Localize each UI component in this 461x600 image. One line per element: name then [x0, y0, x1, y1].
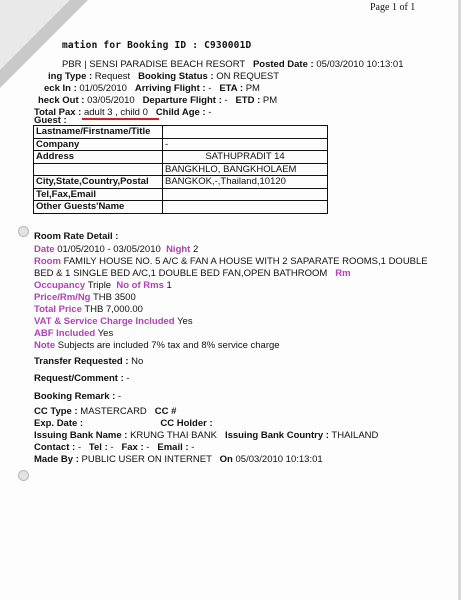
booking-status-value: ON REQUEST — [216, 71, 280, 82]
total-price-label: Total Price — [34, 304, 82, 315]
checkin-value: 01/05/2010 — [79, 83, 127, 94]
total-price-row — [34, 304, 143, 315]
remark-value: - — [117, 391, 122, 402]
row-label — [34, 163, 163, 176]
total-pax-label: Total Pax : — [34, 107, 82, 118]
room-row-1 — [34, 256, 428, 267]
row-label: Other Guests'Name — [34, 201, 163, 214]
arriving-flight-label: Arriving Flight : — [134, 83, 206, 94]
made-by-label: Made By : — [34, 454, 79, 465]
booking-type-line — [48, 71, 279, 82]
rm-label: Rm — [335, 268, 351, 279]
booking-status-label: Booking Status : — [138, 71, 214, 82]
vat-row — [34, 316, 193, 327]
room-label: Room — [34, 256, 61, 267]
guest-table — [33, 125, 328, 214]
cc-type-line — [34, 406, 176, 417]
table-row — [34, 126, 328, 139]
etd-label: ETD : — [235, 95, 261, 106]
transfer-line — [34, 356, 143, 367]
eta-value: PM — [245, 83, 260, 94]
issuing-country-value: THAILAND — [331, 430, 379, 441]
price-value: THB 3500 — [92, 292, 136, 303]
request-line — [34, 373, 130, 384]
document-title: mation for Booking ID : C930001D — [62, 40, 252, 51]
guest-label: Guest : — [34, 115, 67, 126]
row-value: SATHUPRADIT 14 — [163, 151, 328, 164]
issuing-country-label: Issuing Bank Country : — [224, 430, 329, 441]
cc-type-label: CC Type : — [34, 406, 78, 417]
table-row — [34, 188, 328, 201]
checkout-line — [38, 95, 277, 106]
occupancy-row — [34, 280, 172, 291]
made-by-value: PUBLIC USER ON INTERNET — [81, 454, 212, 465]
checkin-label: eck In : — [44, 83, 77, 94]
note-row — [34, 340, 280, 351]
booking-type-label: ing Type : — [48, 71, 93, 82]
total-price-value: THB 7,000.00 — [84, 304, 143, 315]
remark-line — [34, 391, 121, 402]
hotel-name: PBR | SENSI PARADISE BEACH RESORT — [62, 59, 246, 70]
row-label: Company — [34, 138, 163, 151]
contact-value: - — [77, 442, 81, 453]
row-value: - — [163, 138, 328, 151]
pax-underline-mark — [82, 118, 159, 120]
date-row — [34, 244, 198, 255]
abf-row — [34, 328, 113, 339]
note-value: Subjects are included 7% tax and 8% service charge — [57, 340, 280, 351]
checkout-value: 03/05/2010 — [87, 95, 135, 106]
cc-type-value: MASTERCARD — [80, 406, 147, 417]
row-label: Address — [34, 151, 163, 164]
room-rate-heading: Room Rate Detail : — [34, 231, 119, 242]
row-label: Tel,Fax,Email — [34, 188, 163, 201]
booking-type-value: Request — [94, 71, 131, 82]
posted-date-label: Posted Date : — [252, 59, 314, 70]
no-of-rms-label: No of Rms — [116, 280, 164, 291]
vat-value: Yes — [177, 316, 193, 327]
eta-label: ETA : — [219, 83, 244, 94]
email-value: - — [191, 442, 195, 453]
hotel-line — [62, 59, 403, 70]
email-label: Email : — [157, 442, 189, 453]
contact-label: Contact : — [34, 442, 76, 453]
arriving-flight-value: - — [208, 83, 212, 94]
made-on-value: 05/03/2010 10:13:01 — [235, 454, 323, 465]
night-value: 2 — [192, 244, 199, 255]
page-curl-highlight — [0, 0, 70, 70]
fax-label: Fax : — [121, 442, 144, 453]
abf-value: Yes — [97, 328, 114, 339]
total-pax-value: adult 3 , child 0 — [83, 107, 148, 118]
row-label: City,State,Country,Postal — [34, 176, 163, 189]
made-by-line — [34, 454, 323, 465]
table-row — [34, 163, 328, 176]
tel-label: Tel : — [88, 442, 108, 453]
table-row — [34, 151, 328, 164]
no-of-rms-value: 1 — [166, 280, 172, 291]
table-row — [34, 176, 328, 189]
transfer-label: Transfer Requested : — [34, 356, 129, 367]
issuing-bank-line — [34, 430, 378, 441]
issuing-bank-value: KRUNG THAI BANK — [130, 430, 218, 441]
abf-label: ABF Included — [34, 328, 96, 339]
room-value-line-1: FAMILY HOUSE NO. 5 A/C & FAN A HOUSE WITH 2 SAPARATE ROOMS,1 DOUBLE — [63, 256, 428, 267]
binder-hole — [18, 470, 29, 481]
room-row-2 — [34, 268, 351, 279]
date-label: Date — [34, 244, 55, 255]
departure-flight-label: Departure Flight : — [142, 95, 222, 106]
departure-flight-value: - — [224, 95, 228, 106]
row-label: Lastname/Firstname/Title — [34, 126, 163, 139]
page-number: Page 1 of 1 — [370, 2, 416, 13]
table-row — [34, 201, 328, 214]
transfer-value: No — [131, 356, 144, 367]
row-value: BANGKHLO, BANGKHOLAEM — [163, 163, 328, 176]
fax-value: - — [146, 442, 150, 453]
binder-hole — [18, 226, 29, 237]
date-value: 01/05/2010 - 03/05/2010 — [57, 244, 161, 255]
posted-date-value: 05/03/2010 10:13:01 — [316, 59, 404, 70]
note-label: Note — [34, 340, 56, 351]
row-value — [163, 188, 328, 201]
occupancy-value: Triple — [87, 280, 112, 291]
table-row — [34, 138, 328, 151]
row-value — [163, 126, 328, 139]
child-age-label: Child Age : — [155, 107, 206, 118]
cc-number-label: CC # — [154, 406, 177, 417]
etd-value: PM — [262, 95, 278, 106]
price-label: Price/Rm/Ng — [34, 292, 91, 303]
checkin-line — [44, 83, 260, 94]
request-value: - — [126, 373, 130, 384]
price-row — [34, 292, 136, 303]
child-age-value: - — [208, 107, 212, 118]
exp-date-label: Exp. Date : — [34, 418, 84, 429]
exp-date-line — [34, 418, 213, 429]
room-value-line-2: BED & 1 SINGLE BED A/C,1 DOUBLE BED FAN,OPEN BATHROOM — [34, 268, 328, 279]
remark-label: Booking Remark : — [34, 391, 116, 402]
checkout-label: heck Out : — [38, 95, 85, 106]
contact-line — [34, 442, 194, 453]
request-label: Request/Comment : — [34, 373, 124, 384]
row-value — [163, 201, 328, 214]
cc-holder-label: CC Holder : — [160, 418, 213, 429]
tel-value: - — [110, 442, 114, 453]
night-label: Night — [166, 244, 191, 255]
issuing-bank-label: Issuing Bank Name : — [34, 430, 128, 441]
made-on-label: On — [219, 454, 233, 465]
vat-label: VAT & Service Charge Included — [34, 316, 175, 327]
row-value: BANGKOK,-,Thailand,10120 — [163, 176, 328, 189]
occupancy-label: Occupancy — [34, 280, 86, 291]
